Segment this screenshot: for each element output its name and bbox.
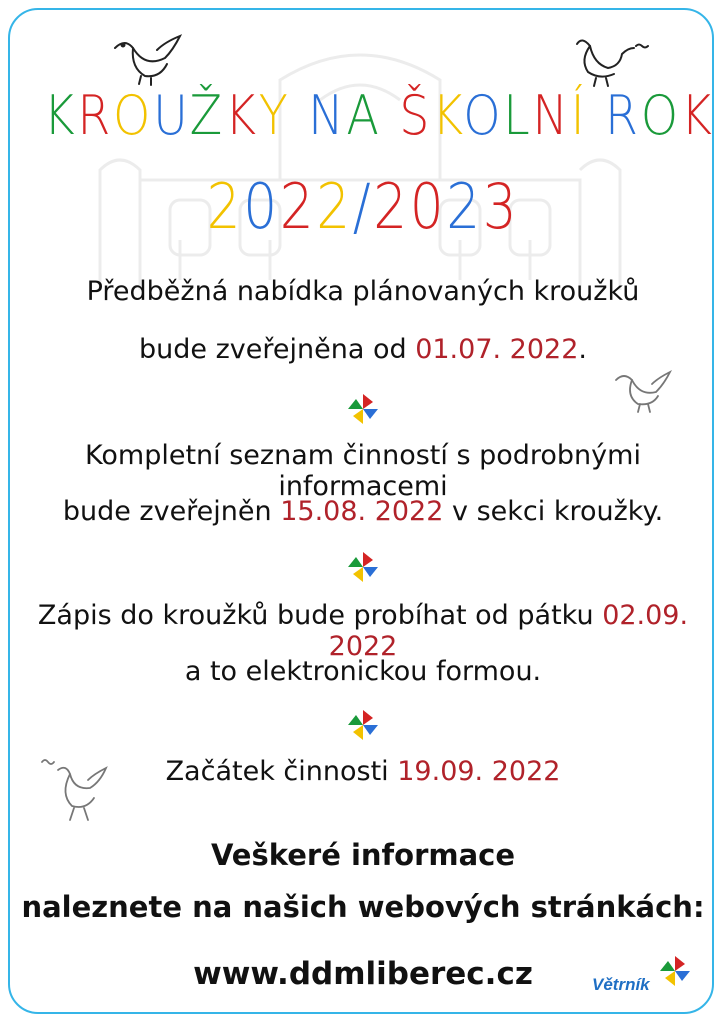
section1-date: 01.07. 2022 <box>415 334 579 365</box>
title-letter: R <box>77 84 114 147</box>
pinwheel-icon <box>346 392 380 426</box>
vetrnik-logo-text: Větrník <box>592 975 650 994</box>
section1-prefix: bude zveřejněna od <box>139 334 407 365</box>
title-letter: K <box>43 84 78 147</box>
title-letter: R <box>605 84 641 147</box>
title-letter: 2 <box>446 170 483 243</box>
title-letter: L <box>503 84 533 147</box>
vetrnik-logo <box>590 950 702 1000</box>
title-letter: U <box>153 84 190 147</box>
title-letter <box>381 84 399 147</box>
pinwheel-icon <box>346 550 380 584</box>
title-letter: N <box>532 84 571 147</box>
section3-line1 <box>0 600 726 662</box>
title-letter: 2 <box>316 170 353 243</box>
section2-line1: Kompletní seznam činností s podrobnými informacemi <box>85 440 641 502</box>
title-letter: 0 <box>243 170 280 243</box>
title-letter <box>587 84 605 147</box>
footer-line1: Veškeré informace <box>210 838 516 872</box>
title-letter: / <box>352 170 374 243</box>
title-letter: 0 <box>409 170 447 243</box>
section4-date: 19.09. 2022 <box>397 756 561 787</box>
section2-prefix: bude zveřejněn <box>62 496 272 527</box>
title-letter: 2 <box>206 170 244 243</box>
title-letter <box>290 84 308 147</box>
website-link[interactable]: www.ddmliberec.cz <box>193 956 533 992</box>
title-letter: Y <box>258 84 291 147</box>
title-letter: K <box>224 84 259 147</box>
section3-line2: a to elektronickou formou. <box>184 656 542 687</box>
title-letter: K <box>432 84 464 147</box>
section4-line <box>0 756 726 787</box>
title-letter: A <box>346 84 382 147</box>
pinwheel-icon <box>346 708 380 742</box>
title-letter: O <box>640 84 681 147</box>
section3-date: 02.09. 2022 <box>328 600 689 662</box>
section4-prefix: Začátek činnosti <box>165 756 389 787</box>
dove-icon <box>572 34 652 89</box>
section2-suffix: v sekci kroužky. <box>452 496 664 527</box>
title-letter: 2 <box>373 170 410 243</box>
title-letter: N <box>308 84 347 147</box>
section1-line1: Předběžná nabídka plánovaných kroužků <box>86 276 640 307</box>
footer-line2: naleznete na našich webových stránkách: <box>21 890 705 924</box>
title-letter: 3 <box>482 170 520 243</box>
title-letter: Í <box>570 84 588 147</box>
title-letter: O <box>113 84 154 147</box>
title-letter: 2 <box>279 170 317 243</box>
section3-prefix: Zápis do kroužků bude probíhat od pátku <box>37 600 594 631</box>
section2-date: 15.08. 2022 <box>280 496 444 527</box>
title-letter: K <box>680 84 715 147</box>
dove-icon <box>105 28 185 88</box>
title-letter: O <box>463 84 504 147</box>
section1-suffix: . <box>578 334 587 365</box>
title-year-range <box>51 170 675 243</box>
title-school-year <box>43 84 715 147</box>
title-letter: Ž <box>189 84 225 147</box>
section2-line2 <box>0 496 726 527</box>
dove-icon <box>612 366 674 416</box>
section1-line2 <box>0 334 726 365</box>
title-letter: Š <box>399 84 433 147</box>
